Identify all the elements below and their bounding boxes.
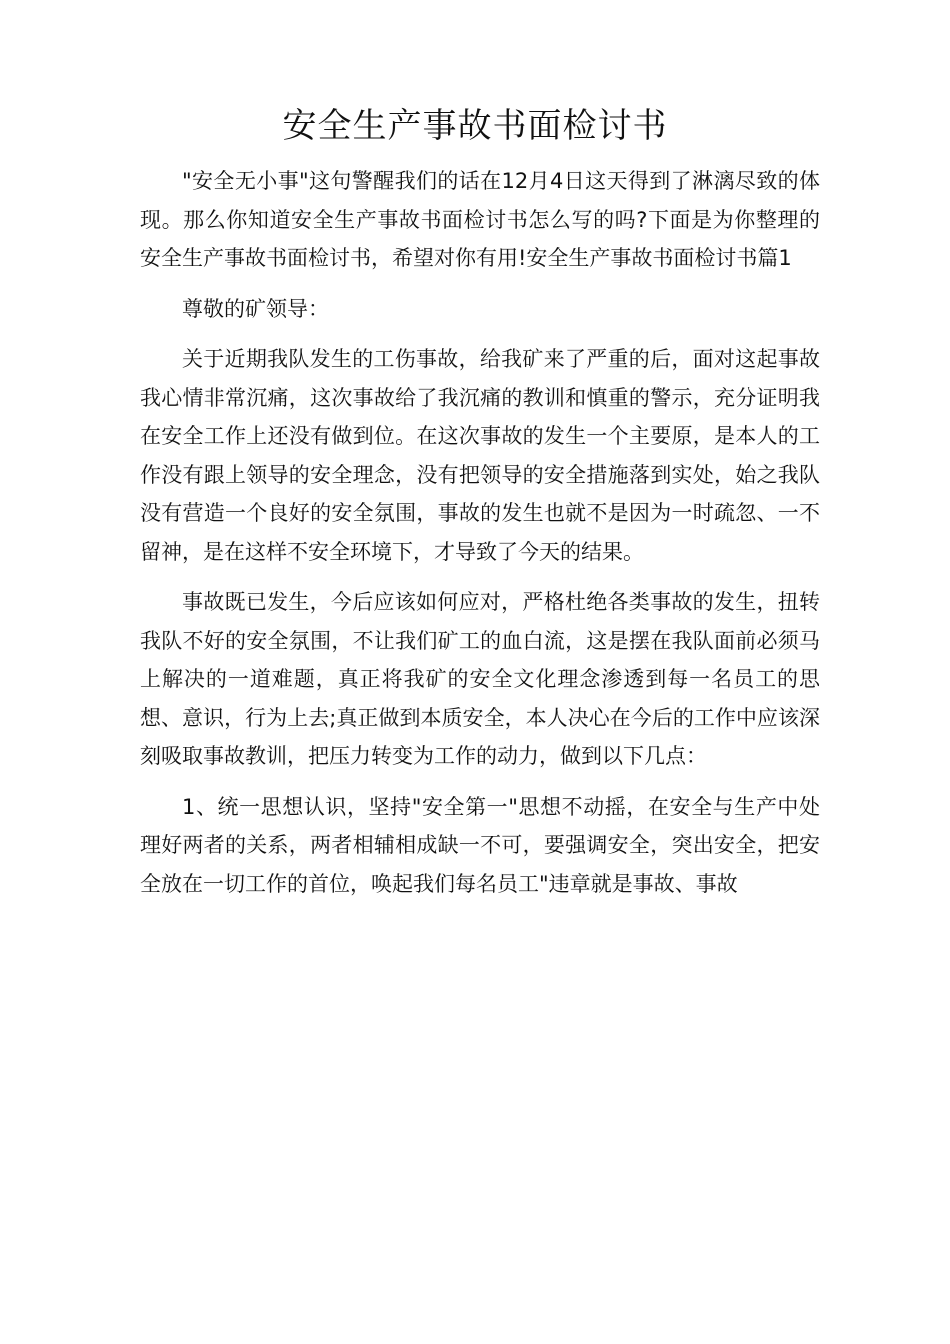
paragraph-point-1: 1、统一思想认识，坚持"安全第一"思想不动摇，在安全与生产中处理好两者的关系，两者相辅相成缺一不可，要强调安全，突出安全，把安全放在一切工作的首位，唤起我们每名员工"违章就是事故、事故 [140,794,820,896]
paragraph-intro: "安全无小事"这句警醒我们的话在12月4日这天得到了淋漓尽致的体现。那么你知道安全生产事故书面检讨书怎么写的吗?下面是为你整理的安全生产事故书面检讨书，希望对你有用!安全生产事故书面检讨书篇1 [140,169,820,270]
paragraph-response: 事故既已发生，今后应该如何应对，严格杜绝各类事故的发生，扭转我队不好的安全氛围，不让我们矿工的血白流，这是摆在我队面前必须马上解决的一道难题，真正将我矿的安全文化理念渗透到每一名员工的思想、意识，行为上去;真正做到本质安全，本人决心在今后的工作中应该深刻吸取事故教训，把压力转变为工作的动力，做到以下几点： [140,590,820,768]
paragraph-salutation: 尊敬的矿领导： [182,296,329,321]
document-body [140,162,820,915]
paragraph-incident: 关于近期我队发生的工伤事故，给我矿来了严重的后，面对这起事故我心情非常沉痛，这次事故给了我沉痛的教训和慎重的警示，充分证明我在安全工作上还没有做到位。在这次事故的发生一个主要原，是本人的工作没有跟上领导的安全理念，没有把领导的安全措施落到实处，始之我队没有营造一个良好的安全氛围，事故的发生也就不是因为一时疏忽、一不留神，是在这样不安全环境下，才导致了今天的结果。 [140,347,820,564]
document-title: 安全生产事故书面检讨书 [282,106,668,146]
